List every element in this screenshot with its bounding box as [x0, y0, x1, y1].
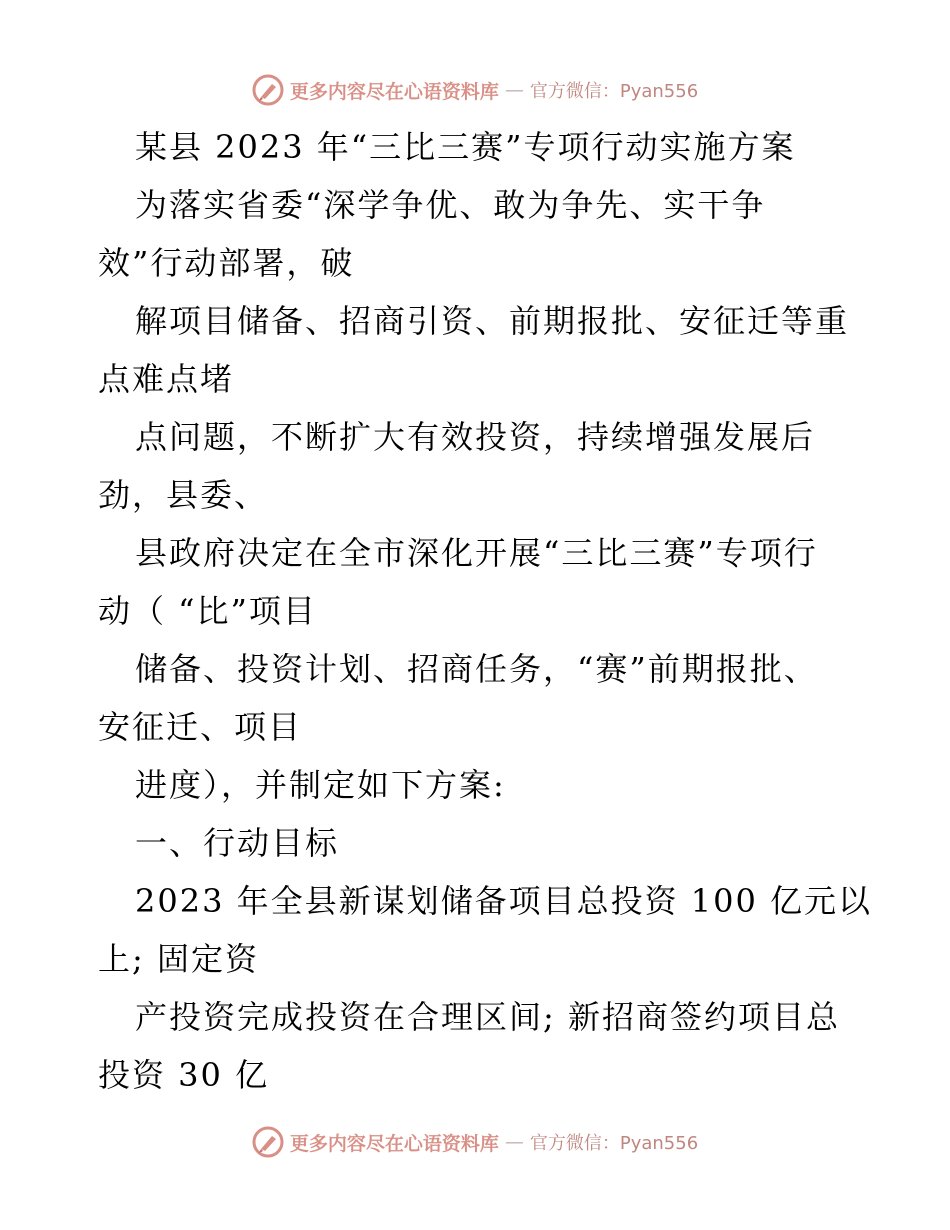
paragraph-line: 为落实省委“深学争优、敢为争先、实干争	[135, 186, 766, 224]
watermark-separator: —	[504, 79, 524, 101]
paragraph-line: 上; 固定资	[98, 940, 259, 978]
paragraph-line: 劲，县委、	[98, 476, 269, 514]
paragraph-line: 安征迁、项目	[98, 708, 303, 746]
section-heading: 一、行动目标	[135, 824, 340, 862]
pen-logo-icon	[252, 1126, 284, 1158]
paragraph-line: 储备、投资计划、招商任务，“赛”前期报批、	[135, 650, 818, 688]
paragraph-line: 点难点堵	[98, 360, 235, 398]
watermark-wechat-text: 官方微信：Pyan556	[529, 1133, 699, 1154]
paragraph-line: 解项目储备、招商引资、前期报批、安征迁等重	[135, 302, 850, 340]
paragraph-line: 县政府决定在全市深化开展“三比三赛”专项行	[135, 534, 818, 572]
document-title: 某县 2023 年“三比三赛”专项行动实施方案	[135, 128, 796, 166]
paragraph-line: 点问题，不断扩大有效投资，持续增强发展后	[135, 418, 816, 456]
header-watermark	[0, 70, 950, 110]
paragraph-line: 动（ “比”项目	[98, 592, 317, 630]
footer-watermark	[0, 1122, 950, 1162]
paragraph-line: 产投资完成投资在合理区间; 新招商签约项目总	[135, 998, 840, 1036]
watermark-main-text: 更多内容尽在心语资料库	[289, 80, 499, 103]
watermark-wechat-text: 官方微信：Pyan556	[529, 81, 699, 102]
paragraph-line: 进度），并制定如下方案:	[135, 766, 506, 804]
paragraph-line: 投资 30 亿	[98, 1056, 270, 1094]
paragraph-line: 效”行动部署，破	[98, 244, 355, 282]
watermark-main-text: 更多内容尽在心语资料库	[289, 1132, 499, 1155]
pen-logo-icon	[252, 74, 284, 106]
watermark-separator: —	[504, 1131, 524, 1153]
paragraph-line: 2023 年全县新谋划储备项目总投资 100 亿元以	[135, 882, 873, 920]
